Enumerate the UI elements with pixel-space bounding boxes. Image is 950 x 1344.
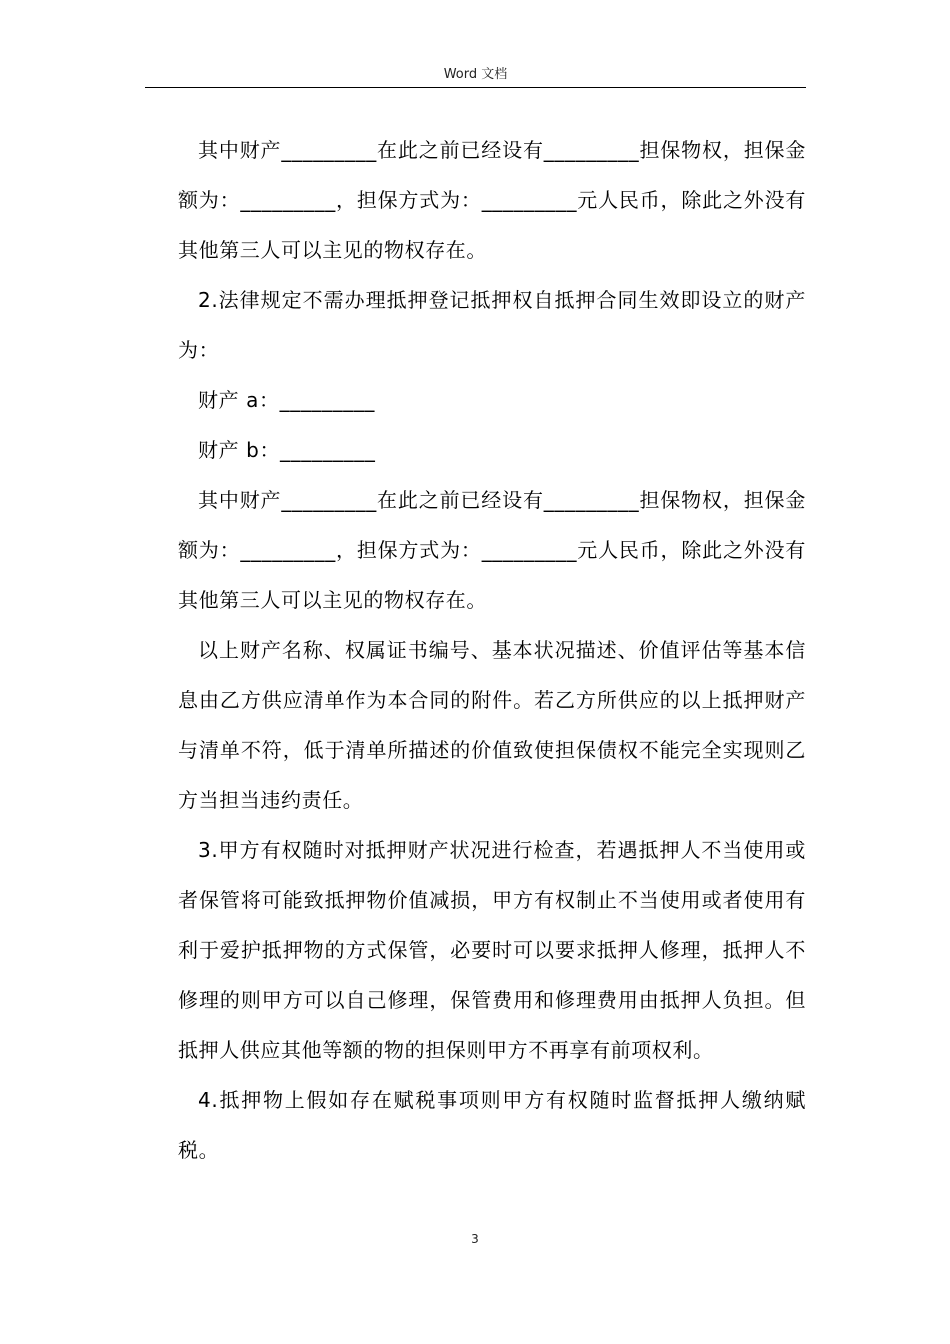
paragraph-property-encumbrance-2: 其中财产_________在此之前已经设有_________担保物权，担保金额为：_________，担保方式为：_________元人民币，除此之外没有其他第三人可以主见的物权存在。 (178, 488, 806, 612)
page-number: 3 (471, 1232, 479, 1246)
header-divider (145, 87, 806, 88)
paragraph-property-b: 财产 b：_________ (198, 438, 376, 462)
paragraph-property-encumbrance-1: 其中财产_________在此之前已经设有_________担保物权，担保金额为：_________，担保方式为：_________元人民币，除此之外没有其他第三人可以主见的物权存在。 (178, 138, 806, 262)
paragraph-clause-4: 4.抵押物上假如存在赋税事项则甲方有权随时监督抵押人缴纳赋税。 (178, 1088, 806, 1162)
paragraph-property-a: 财产 a：_________ (198, 388, 376, 412)
paragraph-property-list-annex: 以上财产名称、权属证书编号、基本状况描述、价值评估等基本信息由乙方供应清单作为本合同的附件。若乙方所供应的以上抵押财产与清单不符，低于清单所描述的价值致使担保债权不能完全实现则乙方当担当违约责任。 (178, 638, 806, 812)
paragraph-clause-2: 2.法律规定不需办理抵押登记抵押权自抵押合同生效即设立的财产为： (178, 288, 806, 362)
document-header-title: Word 文档 (443, 67, 508, 82)
paragraph-clause-3: 3.甲方有权随时对抵押财产状况进行检查，若遇抵押人不当使用或者保管将可能致抵押物价值减损，甲方有权制止不当使用或者使用有利于爱护抵押物的方式保管，必要时可以要求抵押人修理，抵押人不修理的则甲方可以自己修理，保管费用和修理费用由抵押人负担。但抵押人供应其他等额的物的担保则甲方不再享有前项权利。 (178, 838, 806, 1062)
document-body (178, 125, 806, 1175)
